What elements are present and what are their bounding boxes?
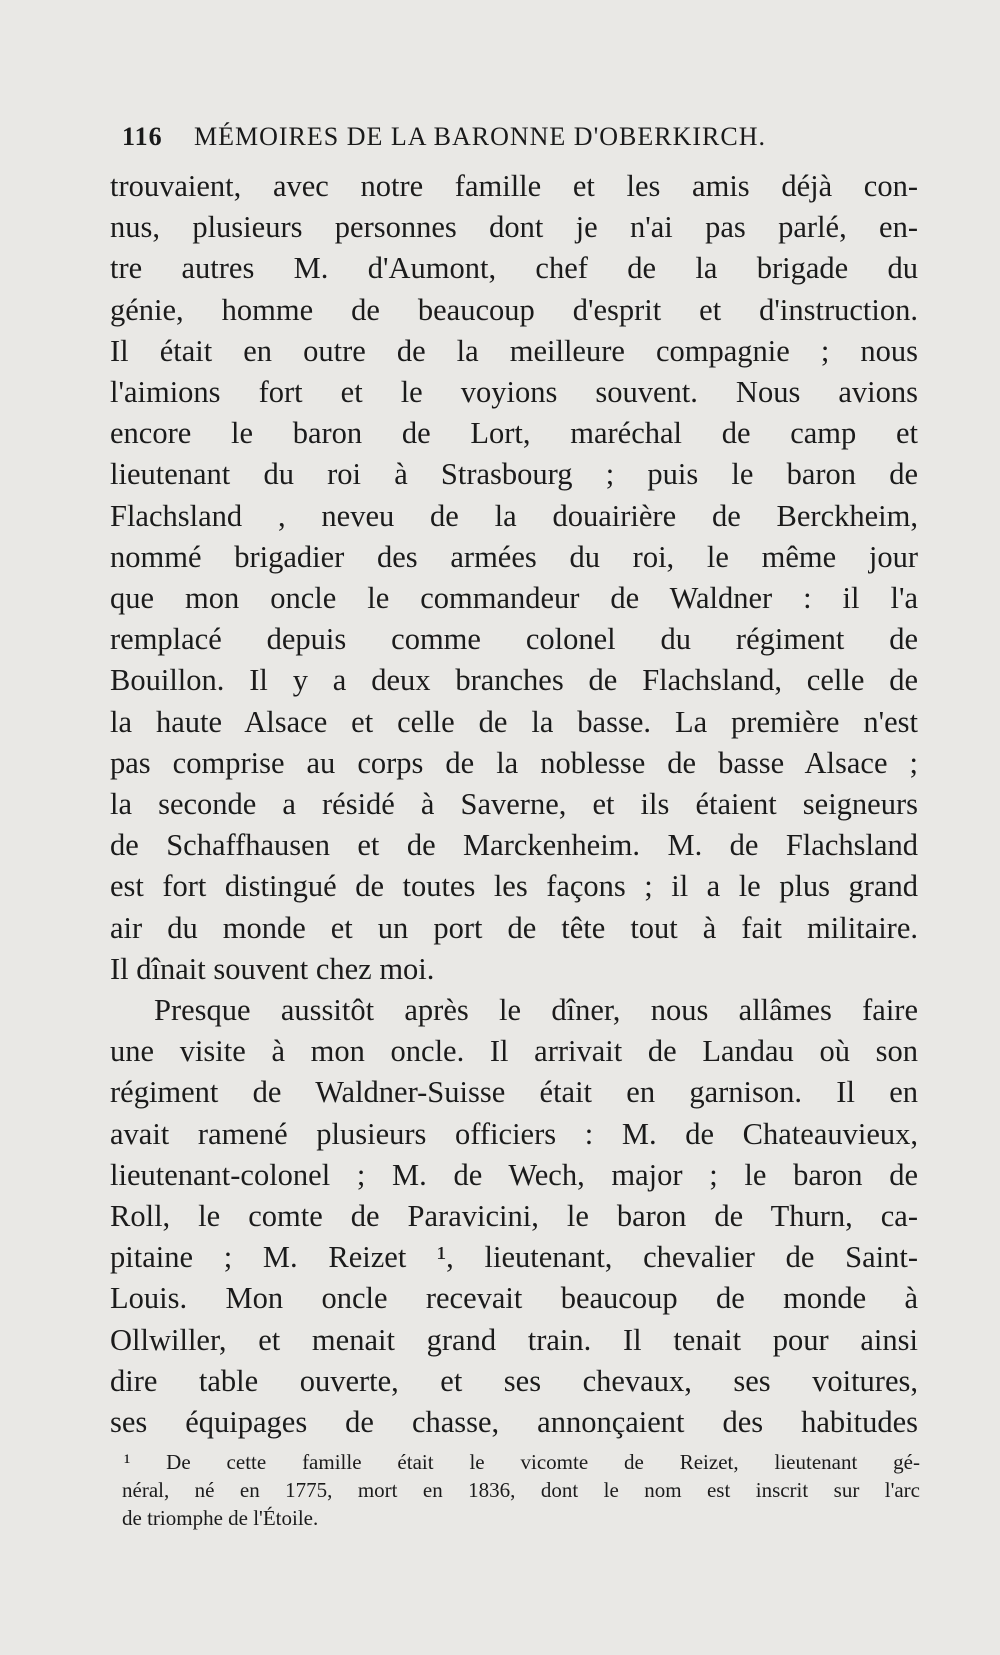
footnote-line: de triomphe de l'Étoile.	[122, 1506, 319, 1530]
text-line: de Schaffhausen et de Marckenheim. M. de Flachsland	[110, 828, 918, 863]
running-header	[122, 122, 922, 152]
text-line: Il était en outre de la meilleure compagnie ; nous	[110, 333, 918, 368]
text-line: est fort distingué de toutes les façons ; il a le plus grand	[110, 869, 918, 904]
footnote-line: néral, né en 1775, mort en 1836, dont le nom est inscrit sur l'arc	[122, 1478, 920, 1502]
text-line: air du monde et un port de tête tout à fait militaire.	[110, 910, 918, 945]
text-line: pas comprise au corps de la noblesse de basse Alsace ;	[110, 745, 918, 780]
footnote	[122, 1448, 920, 1532]
text-line: ses équipages de chasse, annonçaient des habitudes	[110, 1405, 918, 1440]
text-line: trouvaient, avec notre famille et les amis déjà con-	[110, 169, 918, 203]
text-line: pitaine ; M. Reizet ¹, lieutenant, chevalier de Saint-	[110, 1240, 918, 1275]
text-line: Ollwiller, et menait grand train. Il tenait pour ainsi	[110, 1322, 918, 1357]
text-line: la seconde a résidé à Saverne, et ils étaient seigneurs	[110, 787, 918, 822]
text-line: génie, homme de beaucoup d'esprit et d'instruction.	[110, 292, 918, 327]
text-line: lieutenant-colonel ; M. de Wech, major ; le baron de	[110, 1157, 918, 1192]
text-line: régiment de Waldner-Suisse était en garnison. Il en	[110, 1075, 918, 1110]
text-line: remplacé depuis comme colonel du régiment de	[110, 622, 918, 657]
page-number: 116	[122, 122, 163, 151]
text-line: Louis. Mon oncle recevait beaucoup de monde à	[110, 1281, 918, 1316]
text-line: Presque aussitôt après le dîner, nous allâmes faire	[154, 993, 918, 1028]
text-line: nommé brigadier des armées du roi, le même jour	[110, 539, 918, 574]
text-line: dire table ouverte, et ses chevaux, ses voitures,	[110, 1363, 918, 1398]
text-line: lieutenant du roi à Strasbourg ; puis le baron de	[110, 457, 918, 492]
text-line: Bouillon. Il y a deux branches de Flachsland, celle de	[110, 663, 918, 698]
footnote-line: ¹ De cette famille était le vicomte de Reizet, lieutenant gé-	[124, 1450, 920, 1474]
body-text	[110, 166, 918, 1443]
text-line: Roll, le comte de Paravicini, le baron de Thurn, ca-	[110, 1199, 918, 1234]
text-line: la haute Alsace et celle de la basse. La première n'est	[110, 704, 918, 739]
text-line: tre autres M. d'Aumont, chef de la brigade du	[110, 251, 918, 286]
text-line: nus, plusieurs personnes dont je n'ai pas parlé, en-	[110, 210, 918, 245]
text-line: l'aimions fort et le voyions souvent. Nous avions	[110, 375, 918, 410]
text-line: que mon oncle le commandeur de Waldner : il l'a	[110, 581, 918, 616]
text-line: Il dînait souvent chez moi.	[110, 951, 435, 986]
text-line: encore le baron de Lort, maréchal de camp et	[110, 416, 918, 451]
text-line: Flachsland , neveu de la douairière de Berckheim,	[110, 498, 918, 533]
text-line: une visite à mon oncle. Il arrivait de Landau où son	[110, 1034, 918, 1069]
text-line: avait ramené plusieurs officiers : M. de Chateauvieux,	[110, 1116, 918, 1151]
running-title: MÉMOIRES DE LA BARONNE D'OBERKIRCH.	[194, 122, 766, 151]
